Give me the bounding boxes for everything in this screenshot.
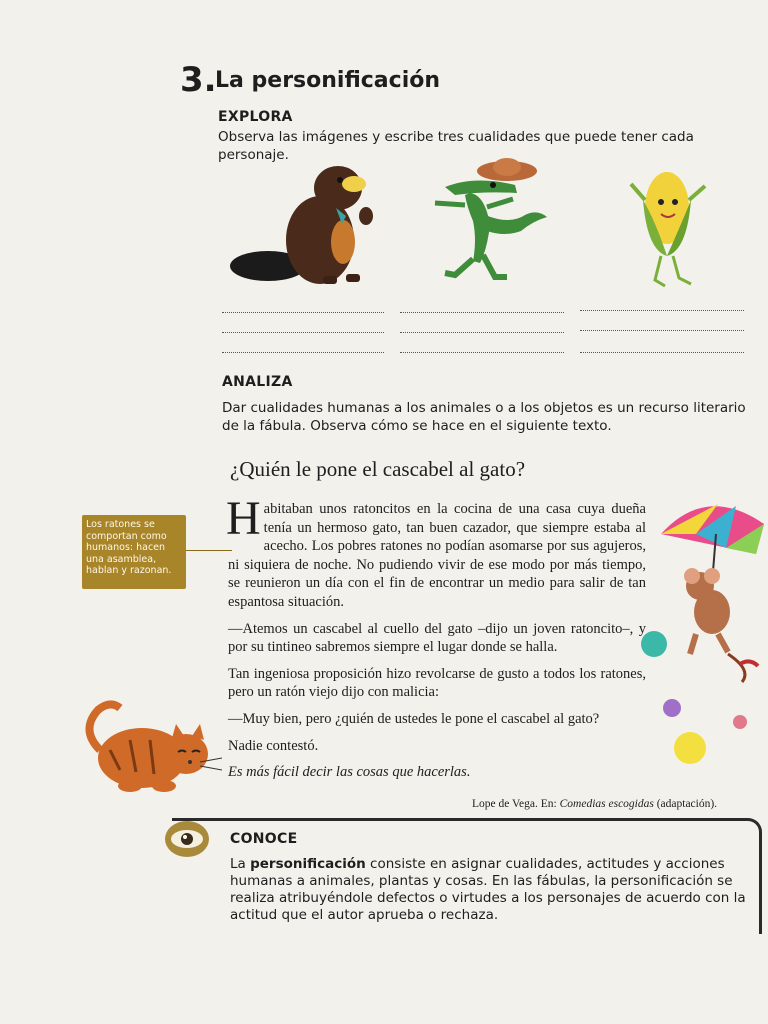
- analiza-label: ANALIZA: [222, 374, 293, 390]
- conoce-text: La personificación consiste en asignar cualidades, actitudes y acciones humanas a animales, plantas y cosas. En las fábulas, la personificación se realiza atribuyéndole defectos o virtudes a los personajes de acuerdo con la actitud que el autor aprueba o rechaza.: [230, 856, 746, 923]
- answer-line[interactable]: [400, 332, 564, 333]
- story-moral: Es más fácil decir las cosas que hacerlas.: [228, 764, 471, 781]
- answer-line[interactable]: [222, 312, 384, 313]
- sidebar-note: Los ratones se comportan como humanos: hacen una asamblea, hablan y razonan.: [82, 515, 186, 589]
- answer-line[interactable]: [580, 310, 744, 311]
- answer-line[interactable]: [400, 312, 564, 313]
- answer-line[interactable]: [222, 352, 384, 353]
- explora-instruction: Observa las imágenes y escribe tres cualidades que puede tener cada personaje.: [218, 129, 694, 163]
- eye-icon: [162, 818, 212, 860]
- story-paragraph: Nadie contestó.: [228, 737, 319, 754]
- highlighted-term: personificación: [250, 856, 366, 872]
- cat-icon: [80, 690, 225, 800]
- beaver-icon: [228, 158, 378, 290]
- section-title: La personificación: [215, 68, 441, 93]
- conoce-label: CONOCE: [230, 831, 298, 847]
- story-paragraph: —Muy bien, pero ¿quién de ustedes le pone el cascabel al gato?: [228, 710, 600, 727]
- story-body: [226, 492, 646, 790]
- story-credit: Lope de Vega. En: Comedias escogidas (adaptación).: [472, 798, 718, 810]
- answer-line[interactable]: [222, 332, 384, 333]
- story-paragraph: Tan ingeniosa proposición hizo revolcarse de gusto a todos los ratones, pero un ratón viejo dijo con malicia:: [228, 665, 646, 701]
- story-paragraph: —Atemos un cascabel al cuello del gato –dijo un joven ratoncito–, y por su tintineo sabremos siempre el lugar donde se halla.: [228, 620, 646, 656]
- decorative-dots: [636, 626, 756, 770]
- corn-icon: [625, 160, 715, 292]
- answer-line[interactable]: [580, 352, 744, 353]
- answer-line[interactable]: [400, 352, 564, 353]
- story-paragraph: Habitaban unos ratoncitos en la cocina de una casa cuya dueña tenía un hermoso gato, tan buen cazador, que siempre estaba al acecho. Los pobres ratones no podían asomarse por sus agujeros, ni siquiera de noche. No pudiendo vivir de ese modo por más tiempo, se reunieron un día con el fin de encontrar un medio para salir de tan espantosa situación.: [226, 492, 646, 610]
- drop-cap: H: [226, 492, 261, 545]
- crocodile-icon: [425, 155, 550, 285]
- section-number: 3.: [180, 60, 217, 100]
- analiza-text: Dar cualidades humanas a los animales o a los objetos es un recurso literario de la fábula. Observa cómo se hace en el siguiente texto.: [222, 400, 746, 434]
- answer-lines[interactable]: [222, 306, 752, 358]
- story-title: ¿Quién le pone el cascabel al gato?: [230, 457, 526, 481]
- answer-line[interactable]: [580, 330, 744, 331]
- explora-label: EXPLORA: [218, 109, 293, 125]
- note-connector: [186, 550, 232, 551]
